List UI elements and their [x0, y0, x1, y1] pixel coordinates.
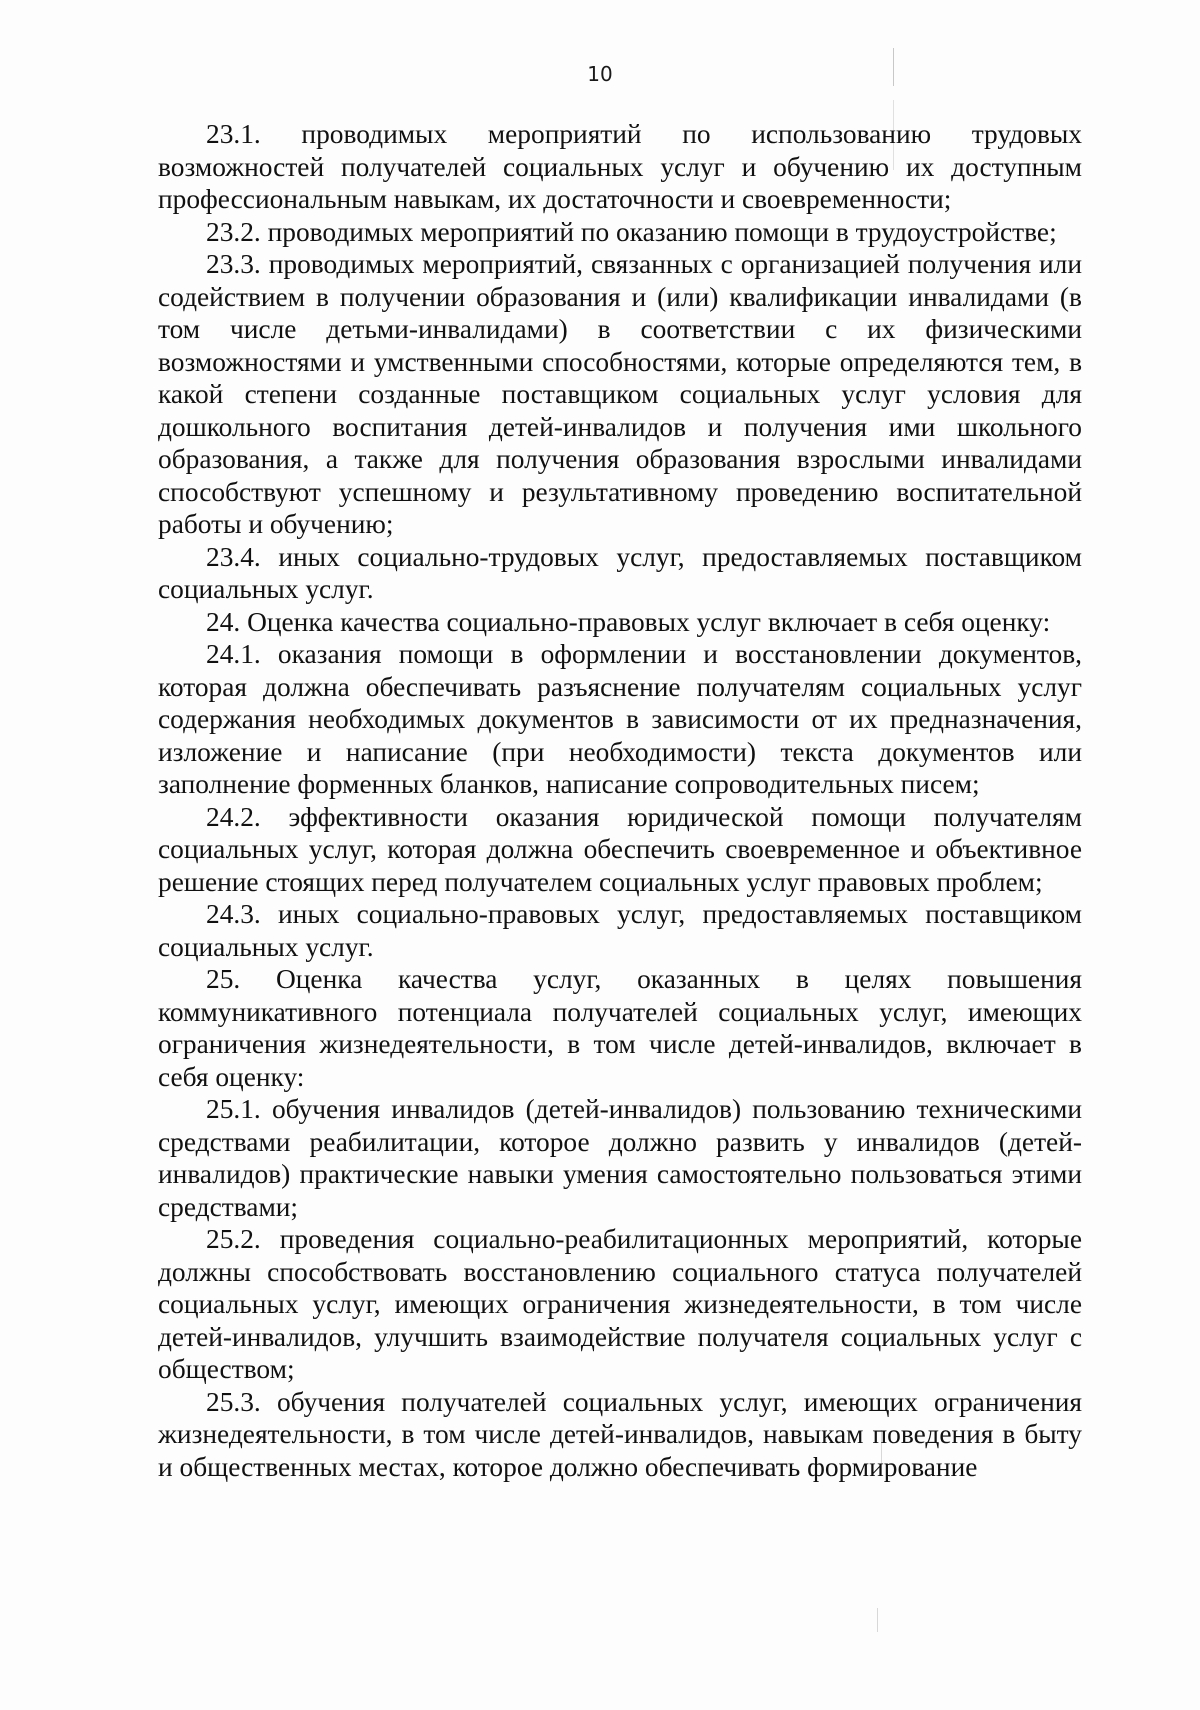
clause-24-1: 24.1. оказания помощи в оформлении и восстановлении документов, которая должна обеспечивать разъяснение получателям социальных услуг содержания необходимых документов в зависимости от их предназначения, изложение и написание (при необходимости) текста документов или заполнение форменных бланков, написание сопроводительных писем;	[158, 639, 1082, 799]
clause-25-1: 25.1. обучения инвалидов (детей-инвалидов) пользованию техническими средствами реабилитации, которое должно развить у инвалидов (детей-инвалидов) практические навыки умения самостоятельно пользоваться этими средствами;	[158, 1094, 1082, 1222]
clause-23-1: 23.1. проводимых мероприятий по использованию трудовых возможностей получателей социальных услуг и обучению их доступным профессиональным навыкам, их достаточности и своевременности;	[158, 119, 1082, 214]
clause-23-2: 23.2. проводимых мероприятий по оказанию помощи в трудоустройстве;	[206, 216, 1057, 247]
clause-25-2: 25.2. проведения социально-реабилитационных мероприятий, которые должны способствовать восстановлению социального статуса получателей социальных услуг, имеющих ограничения жизнедеятельности, в том числе детей-инвалидов, улучшить взаимодействие получателя социальных услуг с обществом;	[158, 1224, 1082, 1384]
clause-23-3: 23.3. проводимых мероприятий, связанных с организацией получения или содействием в получении образования и (или) квалификации инвалидами (в том числе детьми-инвалидами) в соответствии с их физическими возможностями и умственными способностями, которые определяются тем, в какой степени созданные поставщиком социальных услуг условия для дошкольного воспитания детей-инвалидов и получения ими школьного образования, а также для получения образования взрослыми инвалидами способствуют успешному и результативному проведению воспитательной работы и обучению;	[158, 249, 1082, 539]
clause-24-3: 24.3. иных социально-правовых услуг, предоставляемых поставщиком социальных услуг.	[158, 899, 1082, 962]
clause-24-2: 24.2. эффективности оказания юридической помощи получателям социальных услуг, которая должна обеспечить своевременное и объективное решение стоящих перед получателем социальных услуг правовых проблем;	[158, 801, 1082, 897]
document-body	[158, 118, 1082, 1483]
page-number: 10	[587, 62, 613, 86]
clause-24: 24. Оценка качества социально-правовых услуг включает в себя оценку:	[206, 606, 1051, 637]
scan-artifact-line	[877, 1608, 878, 1632]
clause-25: 25. Оценка качества услуг, оказанных в целях повышения коммуникативного потенциала получателей социальных услуг, имеющих ограничения жизнедеятельности, в том числе детей-инвалидов, включает в себя оценку:	[158, 964, 1082, 1092]
clause-23-4: 23.4. иных социально-трудовых услуг, предоставляемых поставщиком социальных услуг.	[158, 541, 1082, 604]
scan-artifact-line	[893, 48, 894, 86]
clause-25-3: 25.3. обучения получателей социальных услуг, имеющих ограничения жизнедеятельности, в том числе детей-инвалидов, навыкам поведения в быту и общественных местах, которое должно обеспечивать формирование	[158, 1386, 1082, 1482]
